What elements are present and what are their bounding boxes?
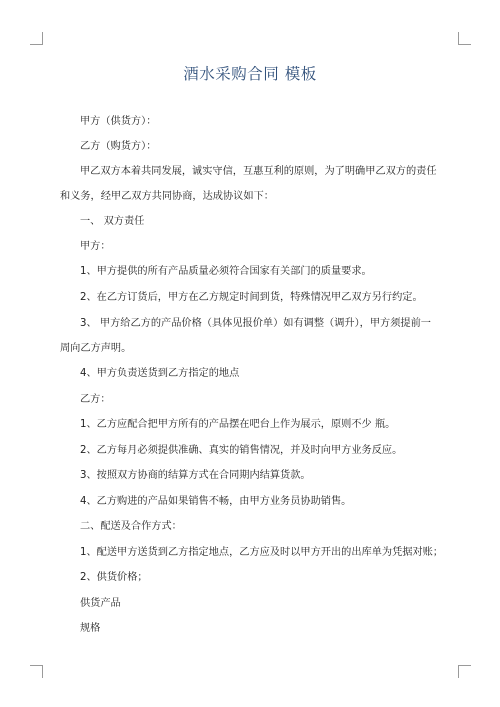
- party-a-item-3-line-1: 3、 甲方给乙方的产品价格（具体见报价单）如有调整（调升），甲方须提前一: [80, 318, 431, 329]
- party-a-subheading: 甲方：: [80, 241, 111, 252]
- supply-products-label: 供货产品: [80, 598, 121, 609]
- party-b-item-1: 1、乙方应配合把甲方所有的产品摆在吧台上作为展示，原则不少 瓶。: [80, 419, 396, 430]
- delivery-item-2: 2、供货价格；: [80, 572, 148, 583]
- party-a-line: 甲方（供货方）：: [80, 116, 157, 127]
- intro-paragraph-line-1: 甲乙双方本着共同发展，诚实守信，互惠互利的原则，为了明确甲乙双方的责任: [80, 166, 437, 177]
- party-b-line: 乙方（购货方）：: [80, 141, 157, 152]
- party-b-item-3: 3、按照双方协商的结算方式在合同期内结算货款。: [80, 470, 311, 481]
- section-heading-delivery: 二、配送及合作方式：: [80, 521, 182, 532]
- crop-mark-bottom-right: [458, 665, 471, 678]
- delivery-item-1: 1、配送甲方送货到乙方指定地点，乙方应及时以甲方开出的出库单为凭据对账；: [80, 547, 444, 558]
- party-b-subheading: 乙方：: [80, 394, 111, 405]
- crop-mark-top-right: [458, 32, 471, 45]
- party-a-item-2: 2、在乙方订货后，甲方在乙方规定时间到货，特殊情况甲乙双方另行约定。: [80, 292, 423, 303]
- party-a-item-4: 4、甲方负责送货到乙方指定的地点: [80, 368, 240, 379]
- specification-label: 规格: [80, 623, 101, 634]
- document-title: 酒水采购合同 模板: [183, 65, 317, 83]
- party-b-item-4: 4、乙方购进的产品如果销售不畅，由甲方业务员协助销售。: [80, 496, 352, 507]
- intro-paragraph-line-2: 和义务，经甲乙双方共同协商，达成协议如下：: [60, 191, 274, 202]
- crop-mark-bottom-left: [30, 665, 43, 678]
- crop-mark-top-left: [30, 32, 43, 45]
- party-b-item-2: 2、乙方每月必须提供准确、真实的销售情况，并及时向甲方业务反应。: [80, 445, 403, 456]
- party-a-item-1: 1、甲方提供的所有产品质量必须符合国家有关部门的质量要求。: [80, 266, 372, 277]
- party-a-item-3-line-2: 周向乙方声明。: [60, 343, 132, 354]
- section-heading-responsibilities: 一、 双方责任: [80, 216, 145, 227]
